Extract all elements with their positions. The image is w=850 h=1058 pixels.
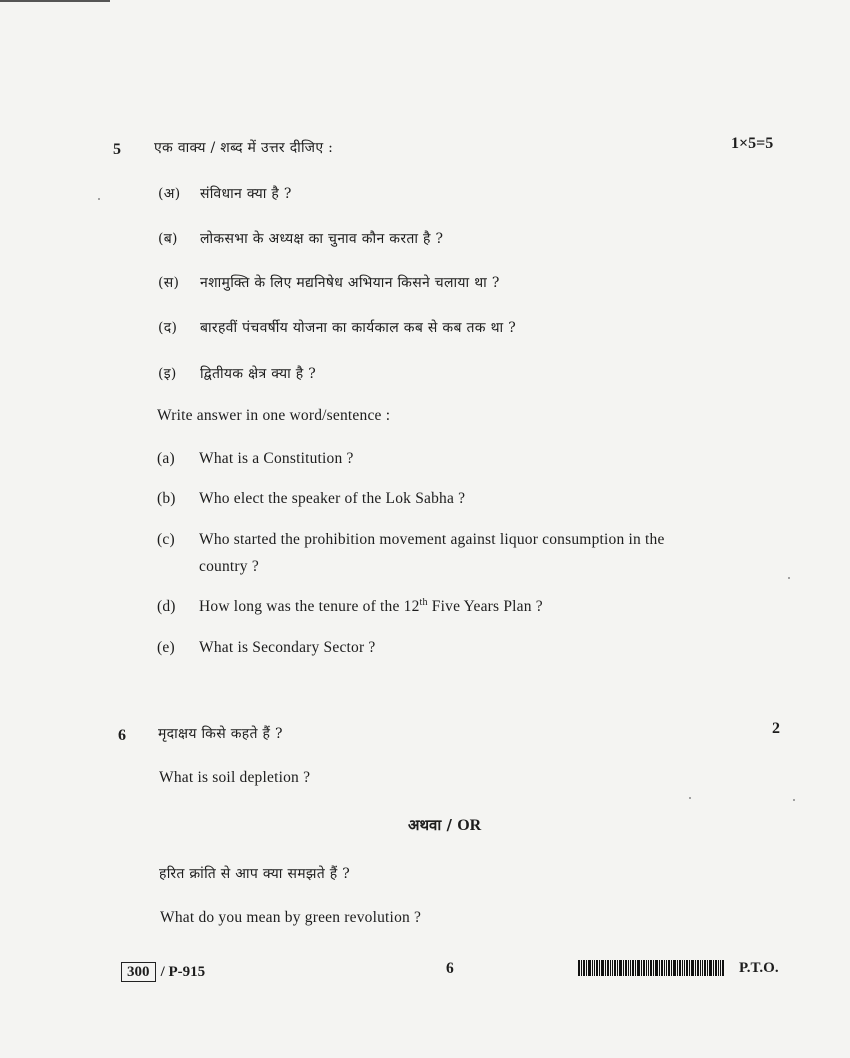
item-label: (ब) [158,231,178,247]
item-label: (स) [158,275,180,291]
question-6-number: 6 [118,727,126,744]
item-text: द्वितीयक क्षेत्र क्या है ? [200,366,317,382]
item-text: संविधान क्या है ? [200,186,292,202]
q5-english-item-d [157,597,543,616]
item-label: (c) [157,531,175,548]
or-separator [408,815,481,835]
scan-speck [788,577,790,579]
q5-hindi-item-b [158,229,443,248]
pto-label: P.T.O. [739,960,779,976]
scan-speck [689,797,691,799]
question-5-marks: 1×5=5 [731,135,774,152]
q5-english-item-e [157,639,376,657]
barcode-graphic [578,960,724,976]
item-label: (e) [157,639,175,656]
q5-english-item-a [157,450,354,468]
question-5-instruction-english: Write answer in one word/sentence : [157,407,391,424]
q5-english-item-b [157,490,465,508]
paper-code [121,961,205,982]
item-label: (इ) [158,366,177,382]
item-text: नशामुक्ति के लिए मद्यनिषेध अभियान किसने चलाया था ? [200,275,500,291]
scan-edge-line [0,0,110,2]
item-label: (b) [157,490,176,507]
item-text: लोकसभा के अध्यक्ष का चुनाव कौन करता है ? [200,231,444,247]
question-5-instruction-hindi: एक वाक्य / शब्द में उत्तर दीजिए : [154,140,334,156]
page-number: 6 [446,960,454,977]
question-6-alt-english: What do you mean by green revolution ? [160,909,422,926]
question-6-marks: 2 [772,720,780,737]
scan-speck [793,799,795,801]
q5-hindi-item-c [158,273,500,292]
paper-code-box: 300 [121,962,156,982]
q5-english-item-c-continuation: country ? [199,558,259,575]
q5-hindi-item-d [158,318,516,337]
question-6-hindi: मृदाक्षय किसे कहते हैं ? [158,726,283,742]
item-label: (अ) [158,186,181,202]
paper-code-suffix: / P-915 [160,964,206,980]
item-text: What is a Constitution ? [199,450,354,467]
item-text: Who elect the speaker of the Lok Sabha ? [199,490,466,507]
item-text: बारहवीं पंचवर्षीय योजना का कार्यकाल कब से कब तक था ? [200,320,516,336]
or-english: OR [457,817,482,834]
or-hindi: अथवा / [408,816,452,834]
item-text: How long was the tenure of the 12 [199,598,420,616]
q5-english-item-c [157,531,665,549]
item-label: (a) [157,450,175,467]
q5-hindi-item-e [158,364,316,383]
item-label: (d) [157,598,176,616]
question-6-alt-hindi: हरित क्रांति से आप क्या समझते हैं ? [159,866,351,882]
item-label: (द) [158,320,178,336]
q5-hindi-item-a [158,184,292,203]
barcode-image [578,960,724,976]
ordinal-superscript: th [419,597,428,608]
item-text-end: Five Years Plan ? [427,598,543,616]
item-text: What is Secondary Sector ? [199,639,376,656]
item-text: Who started the prohibition movement against liquor consumption in the [199,531,665,548]
scan-speck [98,198,100,200]
question-6-english: What is soil depletion ? [159,769,311,786]
question-5-number: 5 [113,141,121,158]
